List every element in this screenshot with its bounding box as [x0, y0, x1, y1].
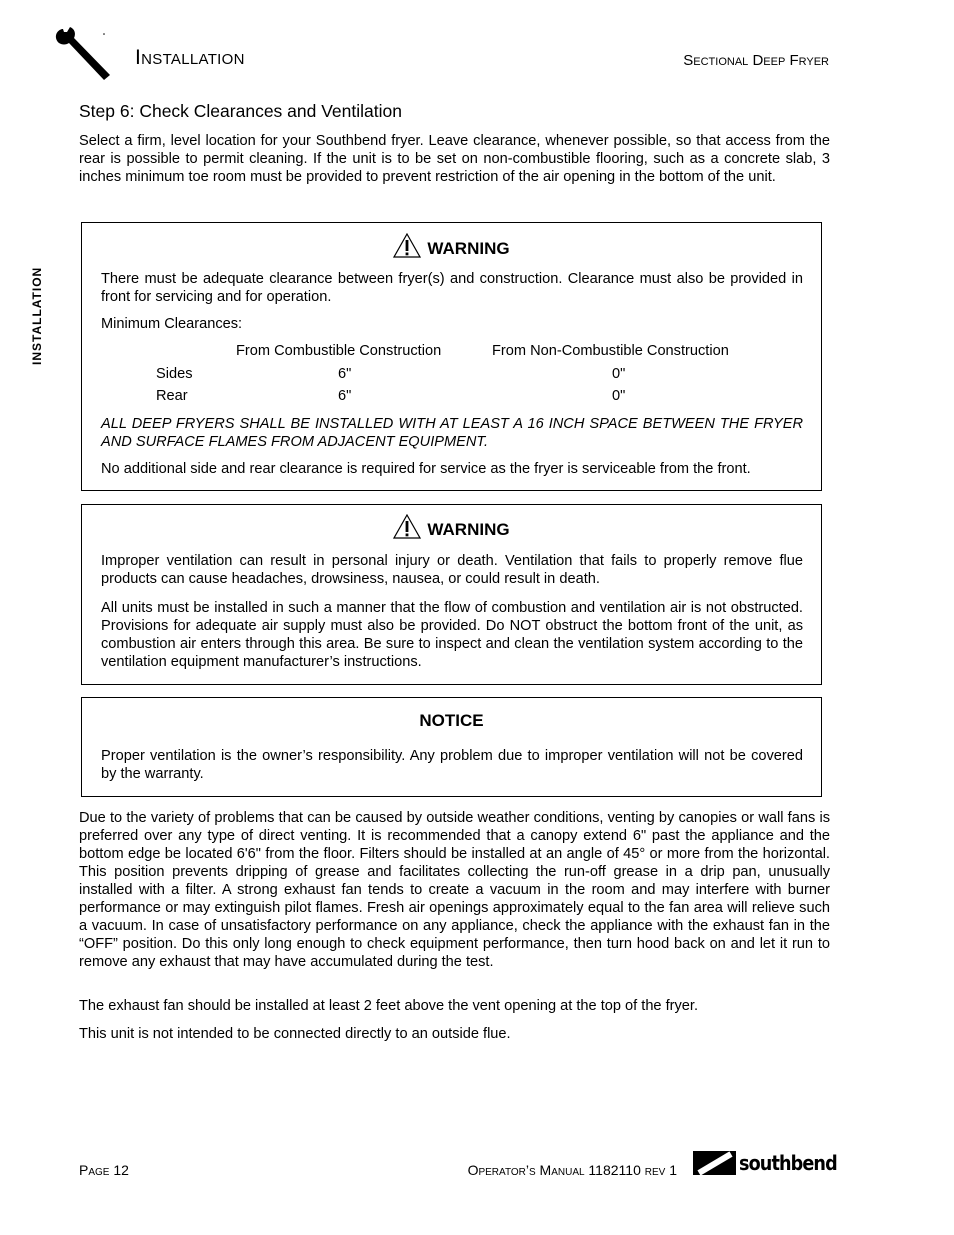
- warning-title: [82, 514, 821, 540]
- warning-title: [82, 233, 821, 259]
- product-title: Sectional Deep Fryer: [683, 52, 829, 69]
- brand-name: southbend: [739, 1151, 837, 1175]
- row-sides-combustible: 6": [338, 366, 352, 382]
- clearance-warning-box: [81, 222, 822, 491]
- warning-triangle-icon: [393, 233, 421, 258]
- row-sides-label: Sides: [156, 366, 193, 382]
- venting-paragraph: Due to the variety of problems that can be caused by outside weather conditions, venting by canopies or wall fans is preferred over any type of direct venting. It is recommended that a canopy extend 6" past the appliance and the bottom edge be located 6'6" from the floor. Filters should be installed at an angle of 45° or more from the horizontal. This position prevents dripping of grease and facilitates collecting the run-off grease in a drip pan, unusually installed with a filter. A strong exhaust fan tends to create a vacuum in the room and may interfere with burner performance or may extinguish pilot flames. Fresh air openings approximately equal to the fan area will relieve such a vacuum. In case of unsatisfactory performance on any appliance, check the appliance with the exhaust fan in the “OFF” position. Do this only long enough to check equipment performance, then turn hood back on and let it run to remove any exhaust that may have accumulated during the test.: [79, 810, 830, 970]
- southbend-mark-icon: [693, 1151, 737, 1175]
- service-clearance-paragraph: No additional side and rear clearance is required for service as the fryer is serviceable from the front.: [101, 461, 751, 477]
- row-rear-combustible: 6": [338, 388, 352, 404]
- notice-box: [81, 697, 822, 797]
- wrench-icon: [52, 26, 114, 84]
- side-tab-label: INSTALLATION: [30, 266, 44, 365]
- col-noncombustible-header: From Non-Combustible Construction: [492, 343, 729, 359]
- flame-spacing-note: ALL DEEP FRYERS SHALL BE INSTALLED WITH AT LEAST A 16 INCH SPACE BETWEEN THE FRYER AND SURFACE FLAMES FROM ADJACENT EQUIPMENT.: [101, 416, 803, 450]
- clearance-paragraph: There must be adequate clearance between fryer(s) and construction. Clearance must also be provided in front for servicing and for operation.: [101, 271, 803, 305]
- step-heading: Step 6: Check Clearances and Ventilation: [79, 101, 402, 121]
- row-rear-label: Rear: [156, 388, 188, 404]
- warning-triangle-icon: [393, 514, 421, 539]
- min-clearances-label: Minimum Clearances:: [101, 316, 243, 332]
- ventilation-warning-box: [81, 504, 822, 685]
- col-combustible-header: From Combustible Construction: [236, 343, 442, 359]
- air-supply-paragraph: All units must be installed in such a manner that the flow of combustion and ventilation air is not obstructed. Provisions for adequate air supply must also be provided. Do NOT obstruct the bottom front of the unit, as combustion air enters through this area. Be sure to inspect and clean the ventilation system according to the ventilation equipment manufacturer’s instructions.: [101, 600, 803, 670]
- manual-number: Operator’s Manual 1182110 rev 1: [467, 1162, 677, 1178]
- flue-paragraph: This unit is not intended to be connected directly to an outside flue.: [79, 1026, 511, 1042]
- intro-paragraph: Select a firm, level location for your Southbend fryer. Leave clearance, whenever possible, so that access from the rear is possible to permit cleaning. If the unit is to be set on non-combustible flooring, such as a concrete slab, 3 inches minimum toe room must be provided to prevent restriction of the air opening in the bottom of the unit.: [79, 133, 830, 185]
- notice-title: NOTICE: [419, 711, 484, 730]
- exhaust-fan-paragraph: The exhaust fan should be installed at least 2 feet above the vent opening at the top of the fryer.: [79, 998, 699, 1014]
- ventilation-risk-paragraph: Improper ventilation can result in personal injury or death. Ventilation that fails to properly remove flue products can cause headaches, drowsiness, nausea, or could result in death.: [101, 553, 803, 587]
- southbend-logo-icon: [693, 1151, 850, 1175]
- warning-title-text: WARNING: [427, 520, 510, 539]
- notice-paragraph: Proper ventilation is the owner’s responsibility. Any problem due to improper ventilation will not be covered by the warranty.: [101, 748, 803, 782]
- warning-title-text: WARNING: [427, 239, 510, 258]
- page-number: Page 12: [79, 1162, 129, 1178]
- section-title: Installation: [135, 46, 245, 69]
- row-sides-noncombustible: 0": [612, 366, 626, 382]
- row-rear-noncombustible: 0": [612, 388, 626, 404]
